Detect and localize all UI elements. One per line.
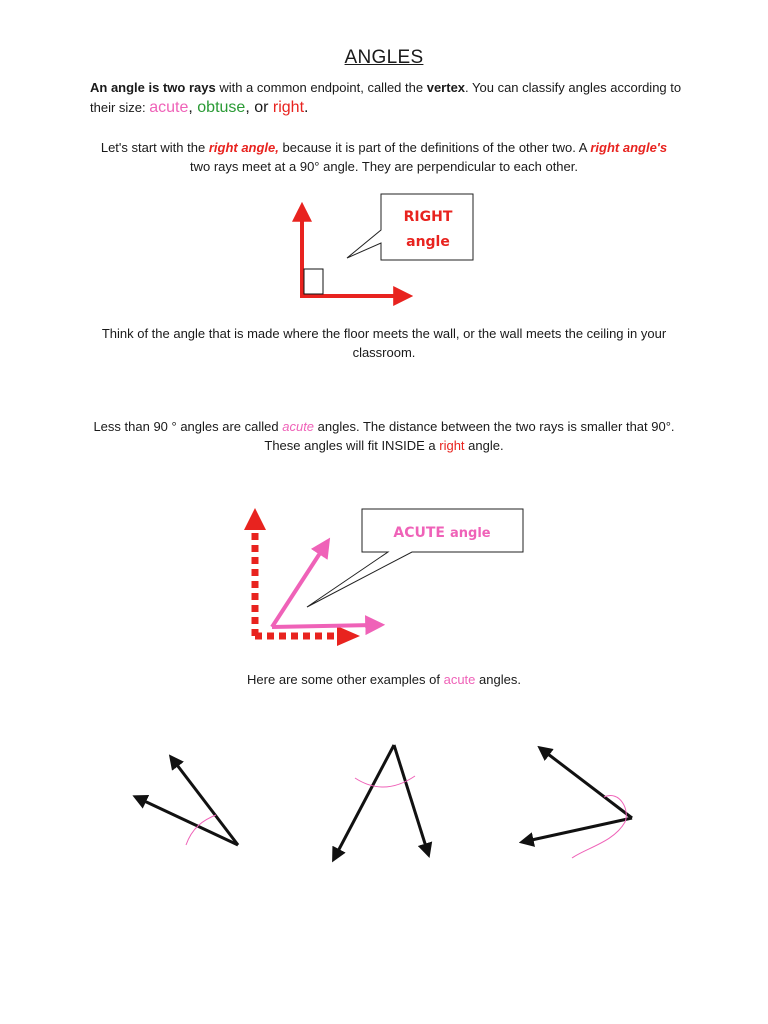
example1-angle-arc xyxy=(186,815,216,845)
example-acute-angle-1 xyxy=(140,761,238,845)
right-callout-line1: RIGHT xyxy=(403,209,453,225)
right-callout xyxy=(347,194,473,260)
intro-bold-phrase: An angle is two rays xyxy=(90,80,216,95)
example2-right-ray xyxy=(394,745,427,850)
acute-callout-label xyxy=(393,525,490,541)
right-angle-square-marker xyxy=(304,269,323,294)
paragraph-text: angles. The distance between the two rays is smaller that 90°. These angles will fit INSIDE a xyxy=(264,419,675,453)
paragraph-text: Here are some other examples of xyxy=(247,672,444,687)
page-title: ANGLES xyxy=(344,46,424,68)
example-acute-angle-3 xyxy=(527,751,632,858)
right-angles-term: right angle's xyxy=(590,140,668,155)
vertex-term: vertex xyxy=(426,80,466,95)
obtuse-term: obtuse xyxy=(197,99,246,116)
floor-paragraph: Think of the angle that is made where the floor meets the wall, or the wall meets the ceiling in your classroom. xyxy=(101,326,667,360)
acute-dashed-vertical-arrowhead xyxy=(244,508,266,530)
acute-pink-upper-ray xyxy=(272,547,324,627)
acute-term: acute xyxy=(149,99,189,116)
paragraph-text: Let's start with the xyxy=(100,140,209,155)
paragraph-text: two rays meet at a 90° angle. They are perpendicular to each other. xyxy=(190,159,578,174)
acute-callout-word2: angle xyxy=(449,526,491,541)
example1-upper-ray xyxy=(174,761,238,845)
acute-callout xyxy=(307,509,523,607)
acute-callout-word1: ACUTE xyxy=(393,525,445,541)
paragraph-text: Less than 90 ° angles are called xyxy=(93,419,283,434)
separator: , xyxy=(188,99,198,116)
intro-text: with a common endpoint, called the xyxy=(215,80,427,95)
acute-term: acute xyxy=(443,672,476,687)
acute-callout-bubble xyxy=(307,509,523,607)
paragraph-text: angles. xyxy=(475,672,521,687)
right-term: right xyxy=(272,99,305,116)
paragraph-text: because it is part of the definitions of the other two. A xyxy=(278,140,591,155)
paragraph-text: angle. xyxy=(464,438,504,453)
separator: . xyxy=(304,99,309,116)
right-term: right xyxy=(439,438,465,453)
example3-lower-ray xyxy=(527,818,632,841)
right-callout-line2: angle xyxy=(406,234,450,250)
example3-angle-arc xyxy=(572,796,626,858)
intro-text: . You can classify angles according to their size: xyxy=(90,80,682,115)
right-angle-term: right angle, xyxy=(208,140,279,155)
example3-upper-ray xyxy=(544,751,632,818)
right-callout-bubble xyxy=(347,194,473,260)
example-acute-angle-2 xyxy=(336,745,427,855)
example2-left-ray xyxy=(336,745,394,855)
acute-pink-lower-ray xyxy=(272,625,374,627)
separator: , or xyxy=(245,99,273,116)
acute-dashed-horizontal-arrowhead xyxy=(337,626,360,646)
acute-term: acute xyxy=(282,419,315,434)
